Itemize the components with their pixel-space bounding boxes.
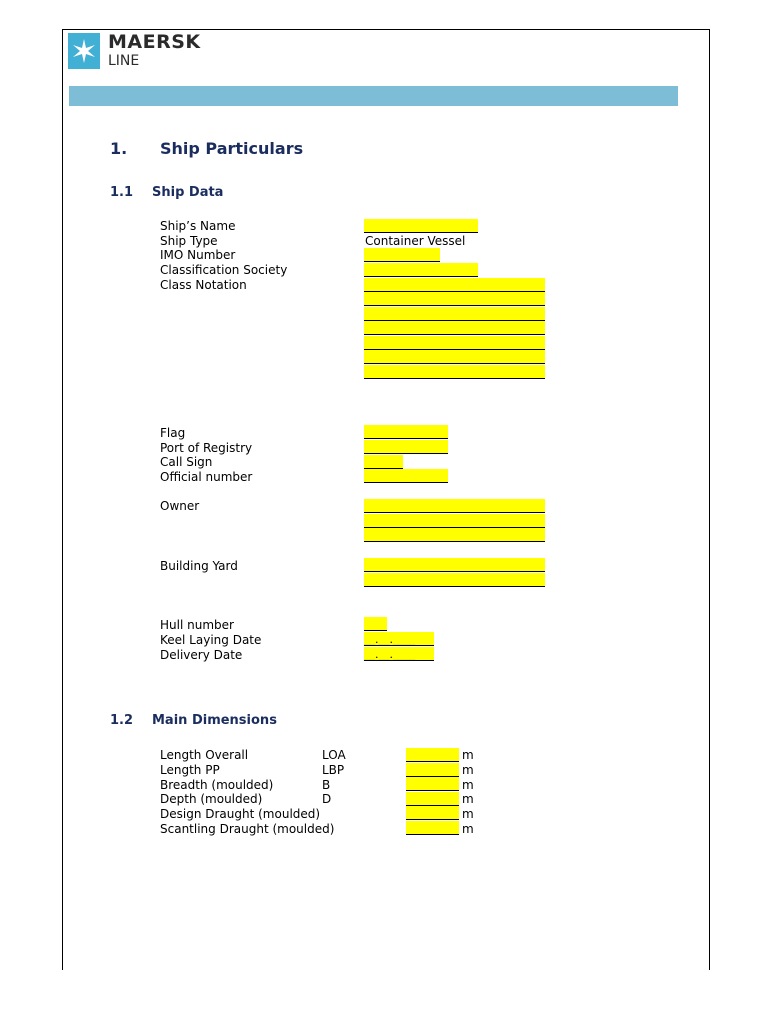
flag-field[interactable] (364, 425, 448, 439)
building-yard-field[interactable] (364, 573, 545, 587)
dimension-unit: m (462, 807, 474, 821)
label-ships-name: Ship’s Name (160, 219, 236, 233)
label-delivery-date: Delivery Date (160, 648, 243, 662)
label-call-sign: Call Sign (160, 455, 213, 469)
dimension-unit: m (462, 748, 474, 762)
dimension-label: Breadth (moulded) (160, 778, 274, 792)
depth-field[interactable] (406, 792, 459, 806)
scantling-draught-field[interactable] (406, 821, 459, 835)
class-notation-field[interactable] (364, 321, 545, 335)
subsection-title-main-dimensions: Main Dimensions (152, 713, 277, 728)
dimension-abbr: D (322, 792, 332, 806)
brand-sub: LINE (108, 53, 140, 69)
keel-laying-date-field[interactable]: __.__.____ (364, 632, 434, 646)
label-hull-number: Hull number (160, 618, 234, 632)
owner-field[interactable] (364, 499, 545, 513)
delivery-date-field[interactable]: __.__.____ (364, 647, 434, 661)
breadth-field[interactable] (406, 777, 459, 791)
owner-field[interactable] (364, 528, 545, 542)
ships-name-field[interactable] (364, 219, 478, 233)
label-owner: Owner (160, 499, 200, 513)
label-building-yard: Building Yard (160, 559, 238, 573)
dimension-label: Scantling Draught (moulded) (160, 822, 335, 836)
section-title: Ship Particulars (160, 139, 304, 158)
port-of-registry-field[interactable] (364, 440, 448, 454)
classification-society-field[interactable] (364, 263, 478, 277)
star-icon (68, 33, 100, 69)
label-classification-society: Classification Society (160, 263, 288, 277)
label-port-of-registry: Port of Registry (160, 441, 253, 455)
header-banner (69, 86, 678, 106)
hull-number-field[interactable] (364, 617, 387, 631)
class-notation-field[interactable] (364, 336, 545, 350)
dimension-label: Length PP (160, 763, 220, 777)
dimension-label: Depth (moulded) (160, 792, 263, 806)
length-overall-field[interactable] (406, 748, 459, 762)
dimension-unit: m (462, 792, 474, 806)
label-keel-laying-date: Keel Laying Date (160, 633, 262, 647)
brand-name: MAERSK (108, 31, 201, 53)
building-yard-field[interactable] (364, 558, 545, 572)
subsection-number-main-dimensions: 1.2 (110, 713, 134, 728)
call-sign-field[interactable] (364, 455, 403, 469)
dimension-unit: m (462, 763, 474, 777)
label-class-notation: Class Notation (160, 278, 247, 292)
ship-type-value: Container Vessel (365, 234, 466, 248)
length-pp-field[interactable] (406, 763, 459, 777)
class-notation-field[interactable] (364, 350, 545, 364)
dimension-abbr: LOA (322, 748, 346, 762)
label-ship-type: Ship Type (160, 234, 218, 248)
dimension-label: Design Draught (moulded) (160, 807, 321, 821)
class-notation-field[interactable] (364, 365, 545, 379)
subsection-title-ship-data: Ship Data (152, 185, 224, 200)
section-number: 1. (110, 139, 128, 158)
label-flag: Flag (160, 426, 186, 440)
class-notation-field[interactable] (364, 278, 545, 292)
dimension-abbr: LBP (322, 763, 345, 777)
dimension-unit: m (462, 822, 474, 836)
owner-field[interactable] (364, 514, 545, 528)
dimension-label: Length Overall (160, 748, 249, 762)
class-notation-field[interactable] (364, 292, 545, 306)
label-imo-number: IMO Number (160, 248, 236, 262)
design-draught-field[interactable] (406, 806, 459, 820)
class-notation-field[interactable] (364, 307, 545, 321)
official-number-field[interactable] (364, 469, 448, 483)
label-official-number: Official number (160, 470, 253, 484)
imo-number-field[interactable] (364, 248, 440, 262)
dimension-unit: m (462, 778, 474, 792)
dimension-abbr: B (322, 778, 331, 792)
subsection-number-ship-data: 1.1 (110, 185, 134, 200)
